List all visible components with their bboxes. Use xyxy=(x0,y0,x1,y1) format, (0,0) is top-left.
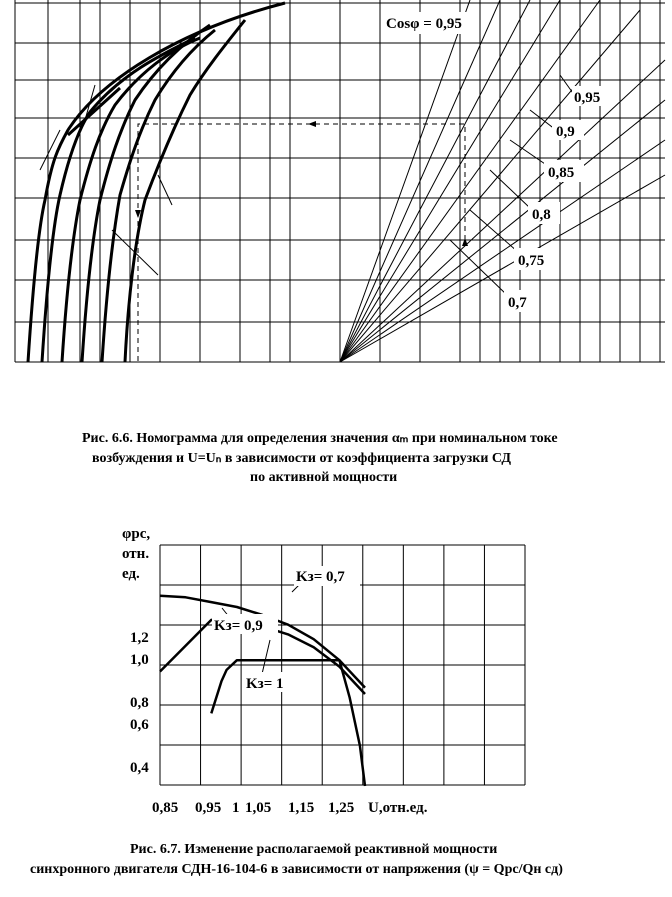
cos-leader-3 xyxy=(510,140,548,166)
reactive-power-chart xyxy=(122,526,525,816)
x-tick-1-25: 1,25 xyxy=(328,800,355,816)
nomogram-chart xyxy=(15,0,665,362)
cos-label-07: 0,7 xyxy=(508,295,527,311)
cos-label-095: 0,95 xyxy=(574,90,601,106)
nomogram-curve-3 xyxy=(62,38,200,362)
y-tick-0-8: 0,8 xyxy=(130,695,149,711)
series-label-k07: Kз= 0,7 xyxy=(296,569,345,585)
cos-label-075: 0,75 xyxy=(518,253,545,269)
nomogram-left-curves xyxy=(28,3,285,362)
fig67-caption-line1: Рис. 6.7. Изменение располагаемой реактивной мощности xyxy=(130,842,498,857)
y-axis-label-line3: ед. xyxy=(122,566,140,582)
nomogram-dashed-line xyxy=(138,124,465,362)
arrow-up-marker xyxy=(462,238,468,246)
y-tick-1-2: 1,2 xyxy=(130,630,149,646)
fig67-caption-line2: синхронного двигателя СДН-16-104-6 в зависимости от напряжения (ψ = Qрс/Qн сд) xyxy=(30,862,563,877)
fig66-caption-line3: по активной мощности xyxy=(250,470,398,485)
nomogram-curve-6 xyxy=(125,20,245,362)
cos-leader-4 xyxy=(490,170,530,208)
cos-leader-6 xyxy=(450,240,508,296)
series-label-k1: Kз= 1 xyxy=(246,676,284,692)
series-leader-3 xyxy=(262,640,270,674)
nomogram-labels xyxy=(382,12,612,312)
x-tick-1: 1 xyxy=(232,800,240,816)
nomogram-cos-lines xyxy=(340,0,665,362)
cos-line-7 xyxy=(340,60,665,362)
x-tick-0-95: 0,95 xyxy=(195,800,222,816)
x-tick-1-05: 1,05 xyxy=(245,800,272,816)
y-tick-0-4: 0,4 xyxy=(130,760,149,776)
y-tick-0-6: 0,6 xyxy=(130,717,149,733)
y-axis-label-line2: отн. xyxy=(122,546,150,562)
fig66-caption-line1: Рис. 6.6. Номограмма для определения значения αₘ при номинальном токе xyxy=(82,431,558,446)
cos-leader-5 xyxy=(470,210,518,252)
x-tick-1-15: 1,15 xyxy=(288,800,315,816)
cos-line-8 xyxy=(340,100,665,362)
series-label-k09: Kз= 0,9 xyxy=(214,618,263,634)
fig66-caption-line2: возбуждения и U=Uₙ в зависимости от коэффициента загрузки СД xyxy=(92,451,511,466)
nomogram-dashed-path xyxy=(135,121,468,362)
y-axis-label-line1: φрс, xyxy=(122,526,151,542)
nomogram-aux-line-3 xyxy=(112,230,158,275)
arrow-left-marker xyxy=(308,121,316,127)
cos-line-6 xyxy=(340,10,640,362)
x-tick-0-85: 0,85 xyxy=(152,800,179,816)
y-tick-1-0: 1,0 xyxy=(130,652,149,668)
chart2-ticks xyxy=(122,526,428,816)
cos-label-08: 0,8 xyxy=(532,207,551,223)
x-axis-label: U,отн.ед. xyxy=(368,800,428,816)
cos-label-main: Cosφ = 0,95 xyxy=(386,16,462,32)
cos-label-085: 0,85 xyxy=(548,165,575,181)
cos-label-09: 0,9 xyxy=(556,124,575,140)
